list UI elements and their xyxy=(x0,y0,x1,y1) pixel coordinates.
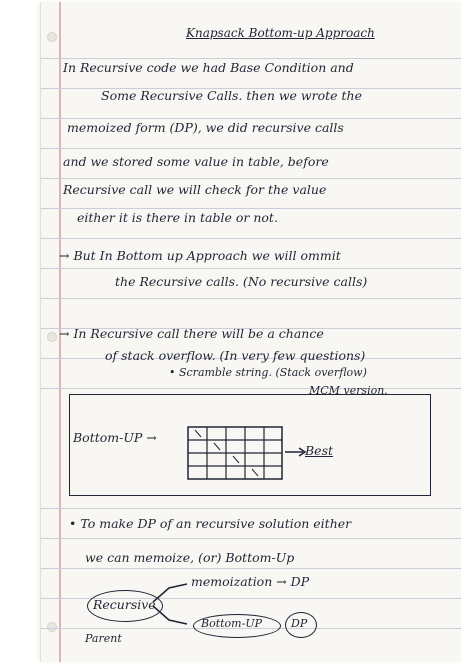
note-line: MCM version. xyxy=(309,384,388,397)
dp-label: DP xyxy=(291,617,308,630)
note-line: and we stored some value in table, before xyxy=(63,154,329,169)
note-line: → In Recursive call there will be a chance xyxy=(59,326,324,341)
note-line: • Scramble string. (Stack overflow) xyxy=(169,366,367,379)
note-line: Recursive call we will check for the value xyxy=(63,182,327,197)
tree-root-label: Recursive xyxy=(93,597,156,612)
notebook-page xyxy=(40,2,461,662)
bottom-up-branch-label: Bottom-UP xyxy=(201,617,262,630)
note-line: • To make DP of an recursive solution either xyxy=(69,516,352,531)
note-line: we can memoize, (or) Bottom-Up xyxy=(85,550,295,565)
note-line: memoized form (DP), we did recursive calls xyxy=(67,120,344,135)
note-line: of stack overflow. (In very few questions) xyxy=(105,348,366,363)
note-line: either it is there in table or not. xyxy=(77,210,278,225)
parent-label: Parent xyxy=(85,632,122,645)
best-label: Best xyxy=(305,443,334,458)
bottom-up-label: Bottom-UP → xyxy=(73,430,157,445)
memoization-branch-label: memoization → DP xyxy=(191,574,310,589)
note-line: Some Recursive Calls. then we wrote the xyxy=(101,88,362,103)
note-line: In Recursive code we had Base Condition and xyxy=(63,60,354,75)
note-line: the Recursive calls. (No recursive calls) xyxy=(115,274,368,289)
note-line: → But In Bottom up Approach we will ommit xyxy=(59,248,341,263)
page-title: Knapsack Bottom-up Approach xyxy=(186,26,375,40)
